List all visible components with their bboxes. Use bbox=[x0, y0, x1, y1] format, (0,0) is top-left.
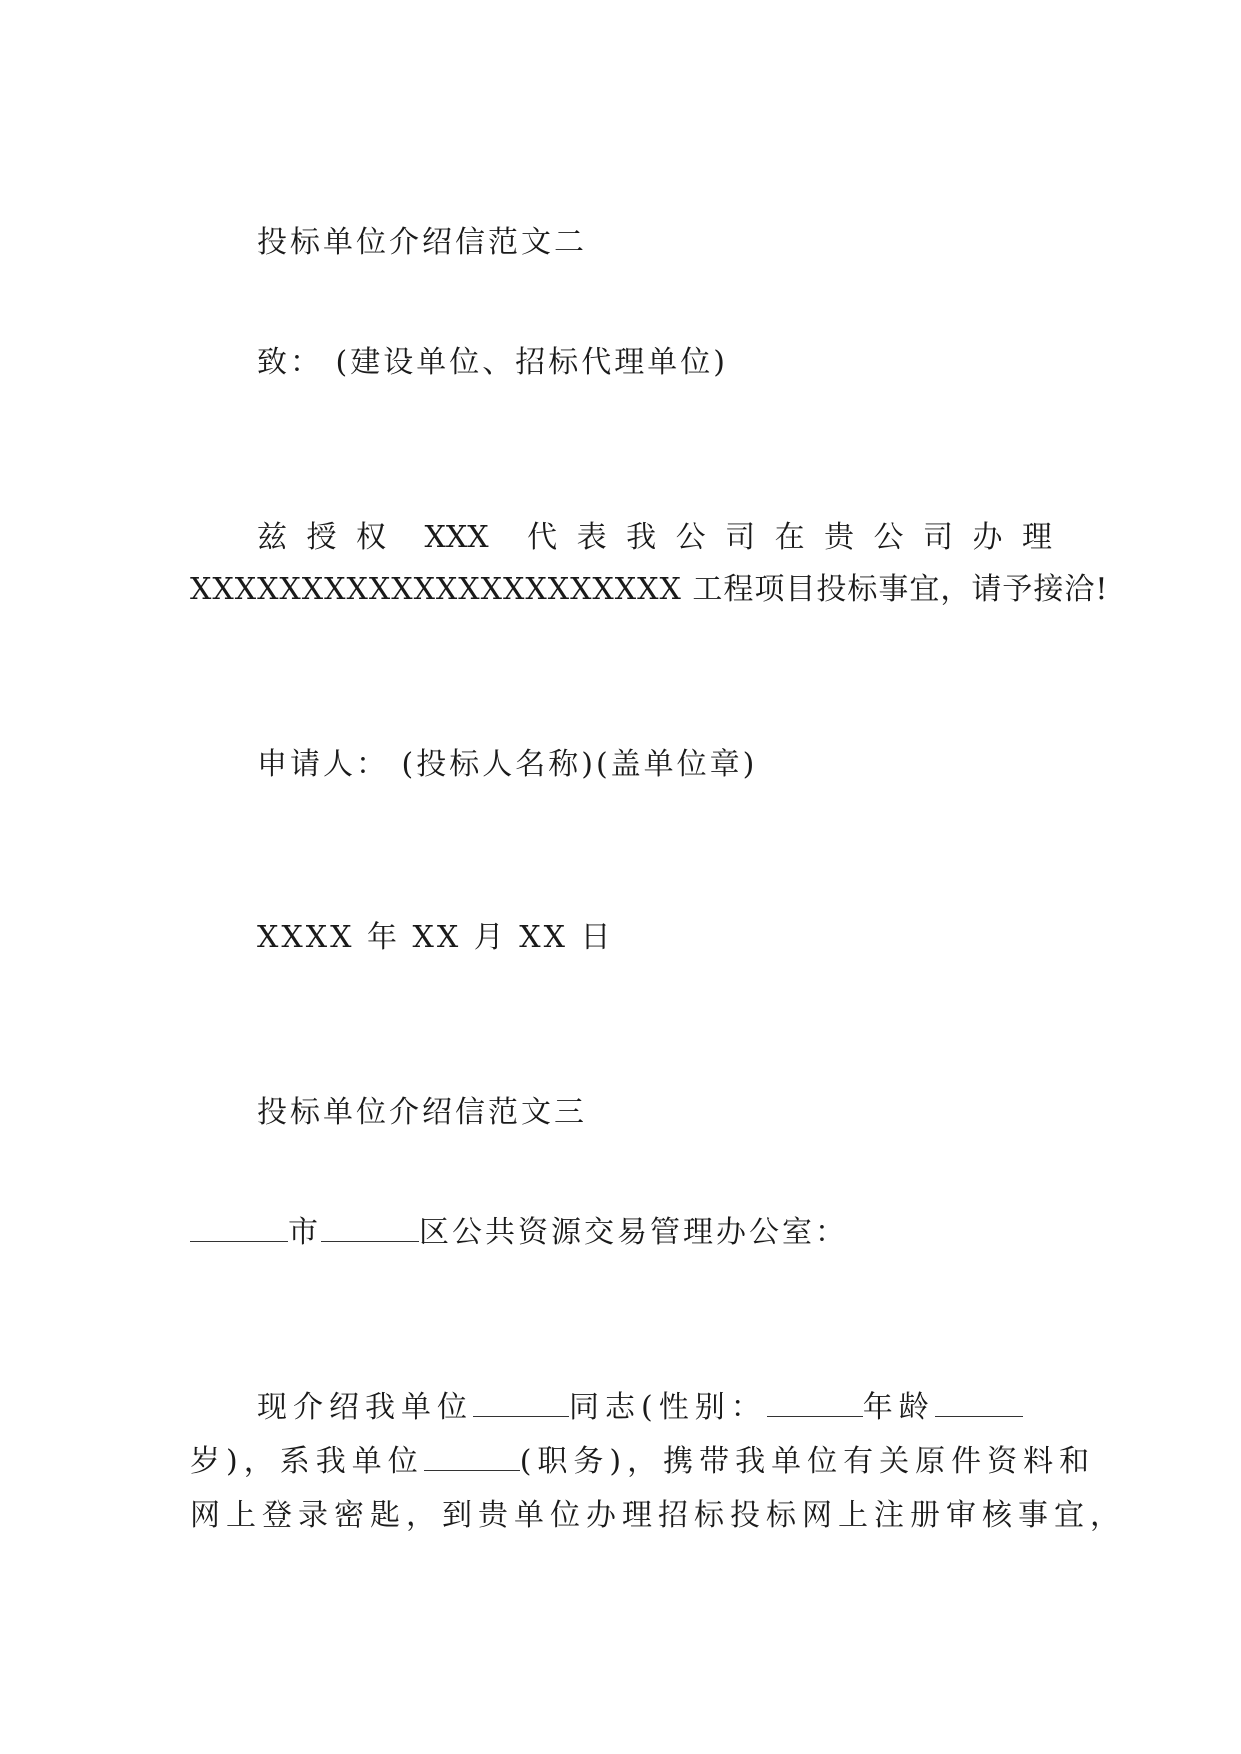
body-line1-char: 司 bbox=[923, 520, 954, 555]
body-line1-char: 权 bbox=[355, 520, 386, 555]
body-line1-char: XXX bbox=[405, 520, 508, 555]
p2-part-b: (职务)，携带我单位有关原件资料和 bbox=[519, 1444, 1096, 1479]
body-line1-char: 兹 bbox=[257, 520, 287, 555]
body-line1-char: 办 bbox=[972, 520, 1003, 555]
city-suffix: 市 bbox=[288, 1215, 321, 1250]
body-line1-char: 在 bbox=[774, 520, 805, 555]
body-line1-char: 公 bbox=[873, 520, 904, 555]
name-blank bbox=[473, 1388, 569, 1417]
sample2-body-line1 bbox=[257, 518, 1052, 558]
body-line1-char: 代 bbox=[527, 520, 558, 555]
sample2-body-line2: XXXXXXXXXXXXXXXXXXXXXX 工程项目投标事宜，请予接洽! bbox=[190, 572, 1109, 607]
sample2-applicant: 申请人： (投标人名称)(盖单位章) bbox=[257, 747, 758, 782]
body-line1-char: 贵 bbox=[824, 520, 855, 555]
district-blank bbox=[321, 1213, 419, 1242]
sample3-paragraph-line1 bbox=[257, 1388, 1023, 1428]
office-name: 区公共资源交易管理办公室： bbox=[419, 1215, 848, 1250]
body-line1-char: 我 bbox=[626, 520, 657, 555]
body-line1-char: 司 bbox=[725, 520, 756, 555]
sample3-address-line bbox=[190, 1213, 848, 1253]
gender-blank bbox=[767, 1388, 863, 1417]
sample3-title: 投标单位介绍信范文三 bbox=[257, 1095, 587, 1130]
age-blank bbox=[935, 1388, 1023, 1417]
p1-part-b: 同志(性别： bbox=[569, 1390, 767, 1425]
sample2-title: 投标单位介绍信范文二 bbox=[257, 225, 587, 260]
sample3-paragraph-line3: 网上登录密匙，到贵单位办理招标投标网上注册审核事宜， bbox=[190, 1498, 1126, 1533]
sample2-date: XXXX 年 XX 月 XX 日 bbox=[257, 920, 614, 955]
body-line1-char: 理 bbox=[1022, 520, 1052, 555]
body-line1-char: 表 bbox=[576, 520, 607, 555]
position-blank bbox=[424, 1442, 520, 1471]
city-blank bbox=[190, 1213, 288, 1242]
body-line1-char: 公 bbox=[675, 520, 706, 555]
body-line1-char: 授 bbox=[306, 520, 337, 555]
sample3-paragraph-line2 bbox=[190, 1442, 1095, 1482]
p1-part-c: 年龄 bbox=[862, 1390, 935, 1425]
sample2-to-line: 致： (建设单位、招标代理单位) bbox=[257, 345, 728, 380]
p1-part-a: 现介绍我单位 bbox=[257, 1390, 473, 1425]
p2-part-a: 岁)，系我单位 bbox=[190, 1444, 424, 1479]
